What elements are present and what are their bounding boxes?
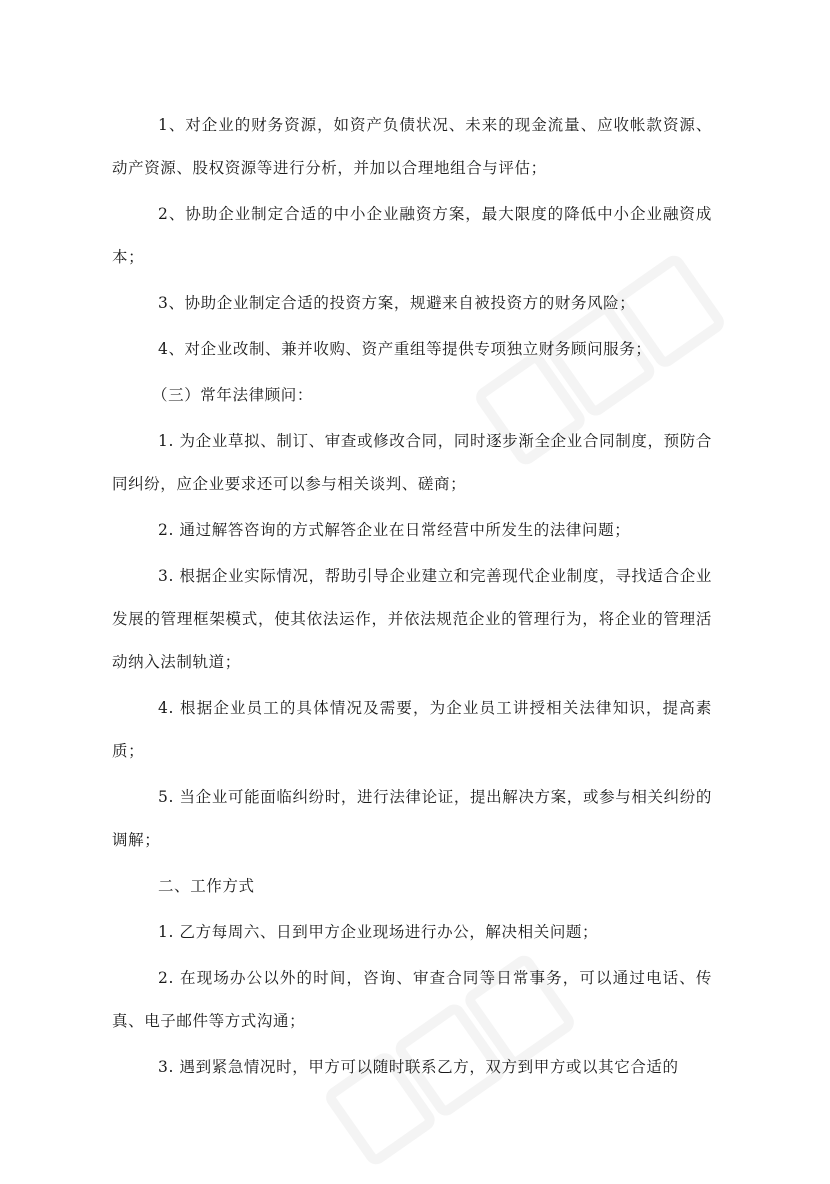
section-heading-legal-advisor: （三）常年法律顾问： (152, 386, 314, 404)
document-body (112, 104, 712, 1092)
paragraph-method-2: 2. 在现场办公以外的时间，咨询、审查合同等日常事务，可以通过电话、传真、电子邮件等方式沟通； (112, 969, 712, 1030)
paragraph-legal-1: 1. 为企业草拟、制订、审查或修改合同，同时逐步渐全企业合同制度，预防合同纠纷，应企业要求还可以参与相关谈判、磋商； (112, 432, 712, 493)
paragraph-method-1: 1. 乙方每周六、日到甲方企业现场进行办公，解决相关问题； (158, 923, 599, 941)
paragraph-finance-1: 1、对企业的财务资源，如资产负债状况、未来的现金流量、应收帐款资源、动产资源、股权资源等进行分析，并加以合理地组合与评估； (112, 116, 712, 177)
paragraph-legal-3: 3. 根据企业实际情况，帮助引导企业建立和完善现代企业制度，寻找适合企业发展的管理框架模式，使其依法运作，并依法规范企业的管理行为，将企业的管理活动纳入法制轨道； (112, 567, 712, 671)
paragraph-finance-3: 3、协助企业制定合适的投资方案，规避来自被投资方的财务风险； (158, 294, 636, 312)
section-heading-work-method: 二、工作方式 (158, 877, 255, 895)
paragraph-legal-5: 5. 当企业可能面临纠纷时，进行法律论证，提出解决方案，或参与相关纠纷的调解； (112, 788, 712, 849)
paragraph-method-3: 3. 遇到紧急情况时，甲方可以随时联系乙方，双方到甲方或以其它合适的 (158, 1058, 679, 1076)
paragraph-finance-4: 4、对企业改制、兼并收购、资产重组等提供专项独立财务顾问服务； (158, 340, 652, 358)
paragraph-legal-4: 4. 根据企业员工的具体情况及需要，为企业员工讲授相关法律知识，提高素质； (112, 699, 712, 760)
paragraph-finance-2: 2、协助企业制定合适的中小企业融资方案，最大限度的降低中小企业融资成本； (112, 205, 712, 266)
paragraph-legal-2: 2. 通过解答咨询的方式解答企业在日常经营中所发生的法律问题； (158, 521, 631, 539)
